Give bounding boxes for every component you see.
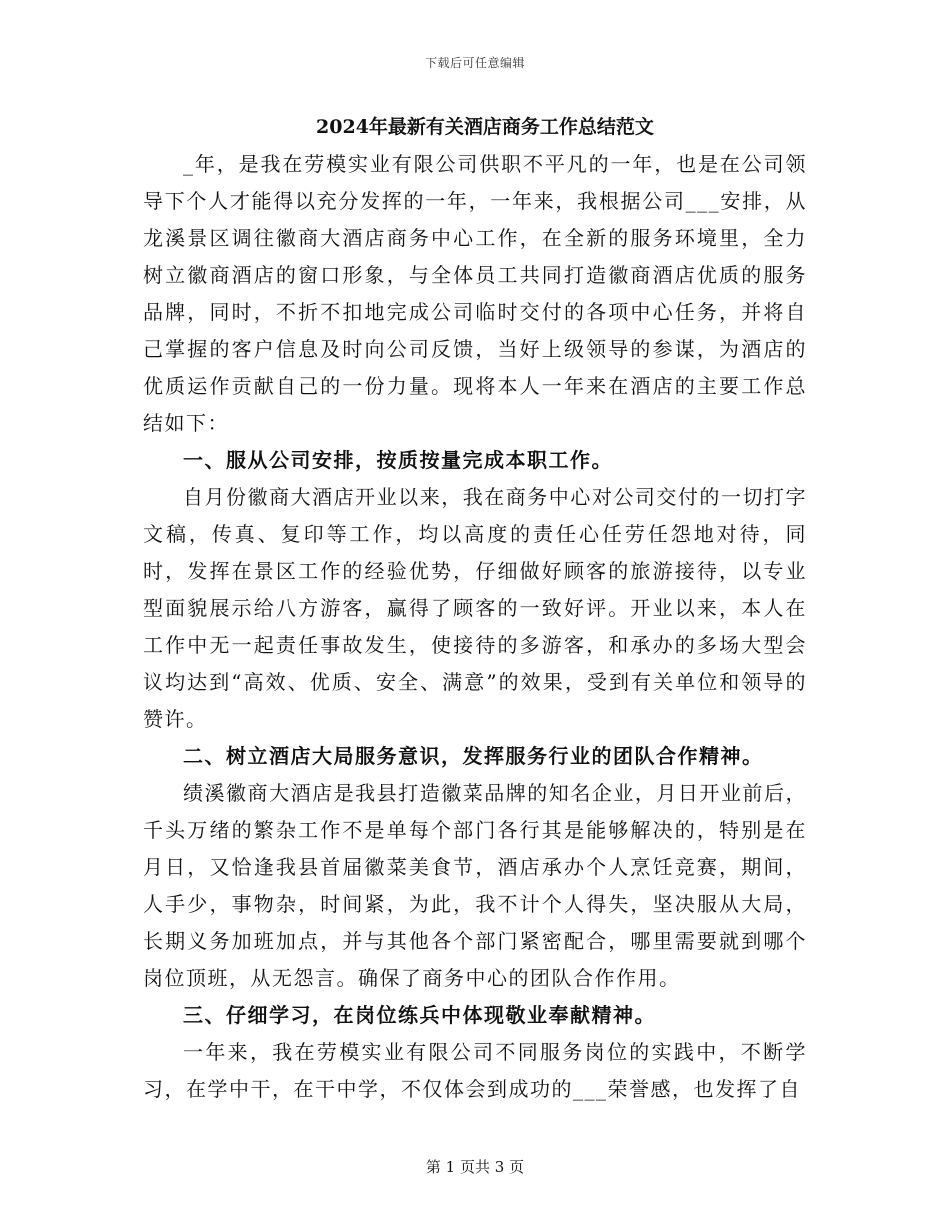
page-header-note: 下载后可任意编辑 (424, 56, 525, 70)
paragraph-section-3: 一年来，我在劳模实业有限公司不同服务岗位的实践中，不断学习，在学中干，在干中学，不仅体会到成功的___荣誉感，也发挥了自 (143, 1040, 807, 1101)
paragraph-intro: _年，是我在劳模实业有限公司供职不平凡的一年，也是在公司领导下个人才能得以充分发挥的一年，一年来，我根据公司___安排，从龙溪景区调往徽商大酒店商务中心工作，在全新的服务环境里，全力树立徽商酒店的窗口形象，与全体员工共同打造徽商酒店优质的服务品牌，同时，不折不扣地完成公司临时交付的各项中心任务，并将自己掌握的客户信息及时向公司反馈，当好上级领导的参谋，为酒店的优质运作贡献自己的一份力量。现将本人一年来在酒店的主要工作总结如下： (143, 152, 807, 435)
paragraph-section-1: 自月份徽商大酒店开业以来，我在商务中心对公司交付的一切打字文稿，传真、复印等工作，均以高度的责任心任劳任怨地对待，同时，发挥在景区工作的经验优势，仔细做好顾客的旅游接待，以专业型面貌展示给八方游客，赢得了顾客的一致好评。开业以来，本人在工作中无一起责任事故发生，使接待的多游客，和承办的多场大型会议均达到“高效、优质、安全、满意”的效果，受到有关单位和领导的赞许。 (143, 485, 807, 731)
section-heading-1: 一、服从公司安排，按质按量完成本职工作。 (183, 448, 613, 472)
document-title: 2024年最新有关酒店商务工作总结范文 (316, 116, 654, 138)
document-body (143, 112, 807, 1108)
page-number-footer: 第 1 页共 3 页 (425, 1158, 525, 1176)
section-heading-3: 三、仔细学习，在岗位练兵中体现敬业奉献精神。 (183, 1003, 656, 1027)
section-heading-2: 二、树立酒店大局服务意识，发挥服务行业的团队合作精神。 (183, 744, 764, 768)
paragraph-section-2: 绩溪徽商大酒店是我县打造徽菜品牌的知名企业，月日开业前后，千头万绪的繁杂工作不是单每个部门各行其是能够解决的，特别是在月日，又恰逢我县首届徽菜美食节，酒店承办个人烹饪竞赛，期间，人手少，事物杂，时间紧，为此，我不计个人得失，坚决服从大局，长期义务加班加点，并与其他各个部门紧密配合，哪里需要就到哪个岗位顶班，从无怨言。确保了商务中心的团队合作作用。 (143, 781, 807, 990)
